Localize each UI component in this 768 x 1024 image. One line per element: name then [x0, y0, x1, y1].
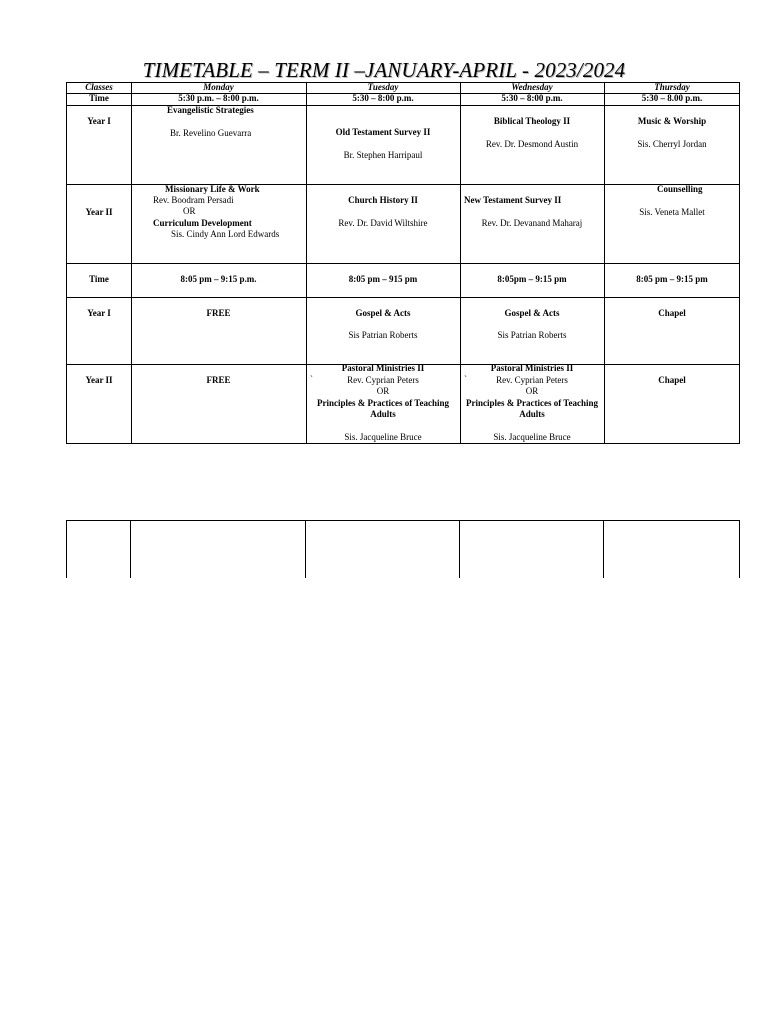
teacher: Br. Stephen Harripaul [343, 150, 423, 160]
course: Missionary Life & Work [165, 184, 260, 194]
teacher: Rev. Dr. David Wiltshire [338, 218, 428, 228]
course: Adults [370, 409, 396, 419]
row-label-year1: Year I [87, 116, 111, 126]
teacher: Rev. Boodram Persadi [153, 195, 234, 205]
page-title: TIMETABLE – TERM II –JANUARY-APRIL - 2023/2024 [142, 58, 626, 82]
or-label: OR [183, 206, 196, 216]
course: Biblical Theology II [493, 116, 571, 126]
time-tuesday: 5:30 – 8:00 p.m. [352, 93, 414, 103]
course: Music & Worship [637, 116, 707, 126]
empty-table-fragment [66, 520, 740, 578]
course: New Testament Survey II [464, 195, 562, 205]
course: Principles & Practices of Teaching [466, 398, 598, 408]
course: Counselling [657, 184, 703, 194]
course: Adults [519, 409, 545, 419]
column-divider [130, 521, 131, 578]
teacher: Sis. Veneta Mallet [639, 207, 705, 217]
course: Curriculum Development [153, 218, 252, 228]
row-label-year2: Year II [85, 207, 113, 217]
course: Pastoral Ministries II [341, 363, 425, 373]
header-thursday: Thursday [654, 82, 690, 92]
teacher: Rev. Dr. Devanand Maharaj [481, 218, 583, 228]
course: Pastoral Ministries II [490, 363, 574, 373]
row-divider [67, 297, 739, 298]
column-divider [459, 521, 460, 578]
teacher: Sis Patrian Roberts [497, 330, 567, 340]
header-tuesday: Tuesday [367, 82, 399, 92]
timetable-grid [66, 82, 740, 444]
column-divider [603, 521, 604, 578]
time-thursday: 5:30 – 8.00 p.m. [641, 93, 703, 103]
time-wednesday: 8:05pm – 9:15 pm [497, 274, 567, 284]
header-monday: Monday [203, 82, 234, 92]
header-wednesday: Wednesday [511, 82, 553, 92]
course: Old Testament Survey II [335, 127, 431, 137]
chapel-label: Chapel [658, 375, 686, 385]
time-wednesday: 5:30 – 8:00 p.m. [501, 93, 563, 103]
row-label-year2: Year II [85, 375, 113, 385]
chapel-label: Chapel [658, 308, 686, 318]
or-label: OR [525, 386, 539, 396]
column-divider [305, 521, 306, 578]
mark: ` [310, 374, 313, 384]
or-label: OR [376, 386, 390, 396]
free-label: FREE [206, 308, 231, 318]
teacher: Sis. Cherryl Jordan [637, 139, 707, 149]
row-label-year1: Year I [87, 308, 111, 318]
time-monday: 5:30 p.m. – 8:00 p.m. [178, 93, 259, 103]
time-tuesday: 8:05 pm – 915 pm [348, 274, 418, 284]
time-label: Time [89, 274, 109, 284]
course: Gospel & Acts [504, 308, 560, 318]
course: Gospel & Acts [355, 308, 411, 318]
teacher: Sis. Cindy Ann Lord Edwards [171, 229, 280, 239]
teacher: Sis. Jacqueline Bruce [344, 432, 422, 442]
teacher: Sis. Jacqueline Bruce [493, 432, 571, 442]
time-thursday: 8:05 pm – 9:15 pm [636, 274, 708, 284]
teacher: Rev. Dr. Desmond Austin [485, 139, 579, 149]
mark: ` [464, 374, 467, 384]
time-label: Time [89, 93, 109, 103]
course: Principles & Practices of Teaching [317, 398, 449, 408]
course: Evangelistic Strategies [167, 105, 254, 115]
teacher: Rev. Cyprian Peters [496, 375, 568, 385]
teacher: Rev. Cyprian Peters [347, 375, 419, 385]
time-monday: 8:05 pm – 9:15 p.m. [180, 274, 257, 284]
header-classes: Classes [85, 82, 113, 92]
free-label: FREE [206, 375, 231, 385]
teacher: Br. Revelino Guevarra [170, 128, 252, 138]
row-divider [67, 263, 739, 264]
teacher: Sis Patrian Roberts [348, 330, 418, 340]
course: Church History II [348, 195, 418, 205]
